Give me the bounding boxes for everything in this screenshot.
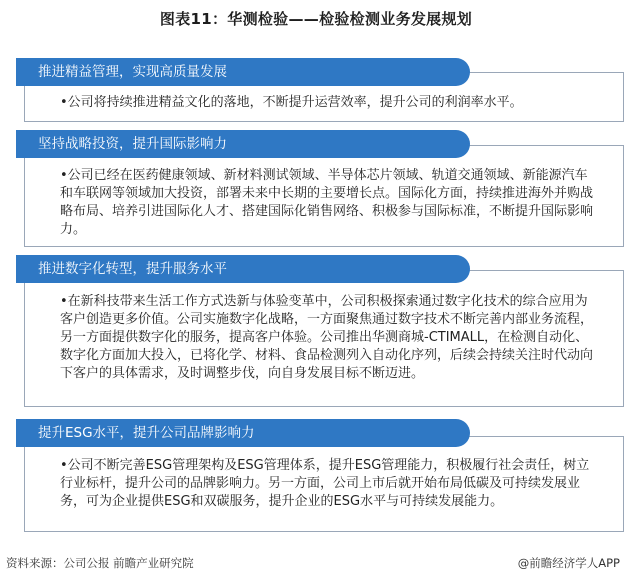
brand-credit: @前瞻经济学人APP: [517, 556, 620, 570]
section-1-header: 推进精益管理，实现高质量发展: [16, 58, 470, 86]
page-title: 图表11：华测检验——检验检测业务发展规划: [159, 10, 473, 28]
section-2-header: 坚持战略投资，提升国际影响力: [16, 130, 470, 158]
section-2-text: •公司已经在医药健康领域、新材料测试领域、半导体芯片领域、轨道交通领域、新能源汽车和车联网等领域加大投资，部署未来中长期的主要增长点。国际化方面，持续推进海外并购战略布局、培养引进国际化人才、搭建国际化销售网络、积极参与国际标准，不断提升国际影响力。: [60, 168, 594, 237]
section-3-text: •在新科技带来生活工作方式迭新与体验变革中，公司积极探索通过数字化技术的综合应用为客户创造更多价值。公司实施数字化战略，一方面聚焦通过数字技术不断完善内部业务流程，另一方面提供数字化的服务，提高客户体验。公司推出华测商城-CTIMALL，在检测自动化、数字化方面加大投入，已将化学、材料、食品检测列入自动化序列，后续会持续关注时代动向下客户的具体需求，及时调整步伐，向自身发展目标不断迈进。: [60, 294, 594, 381]
source-note: 资料来源：公司公报 前瞻产业研究院: [6, 556, 194, 570]
section-4-header: 提升ESG水平，提升公司品牌影响力: [16, 419, 470, 447]
section-3-header: 推进数字化转型，提升服务水平: [16, 255, 470, 283]
footer: [6, 555, 626, 571]
section-1-text: •公司将持续推进精益文化的落地，不断提升运营效率，提升公司的利润率水平。: [60, 95, 523, 110]
section-4-text: •公司不断完善ESG管理架构及ESG管理体系，提升ESG管理能力，积极履行社会责任，树立行业标杆，提升公司的品牌影响力。另一方面，公司上市后就开始布局低碳及可持续发展业务，可为企业提供ESG和双碳服务，提升企业的ESG水平与可持续发展能力。: [60, 458, 590, 509]
